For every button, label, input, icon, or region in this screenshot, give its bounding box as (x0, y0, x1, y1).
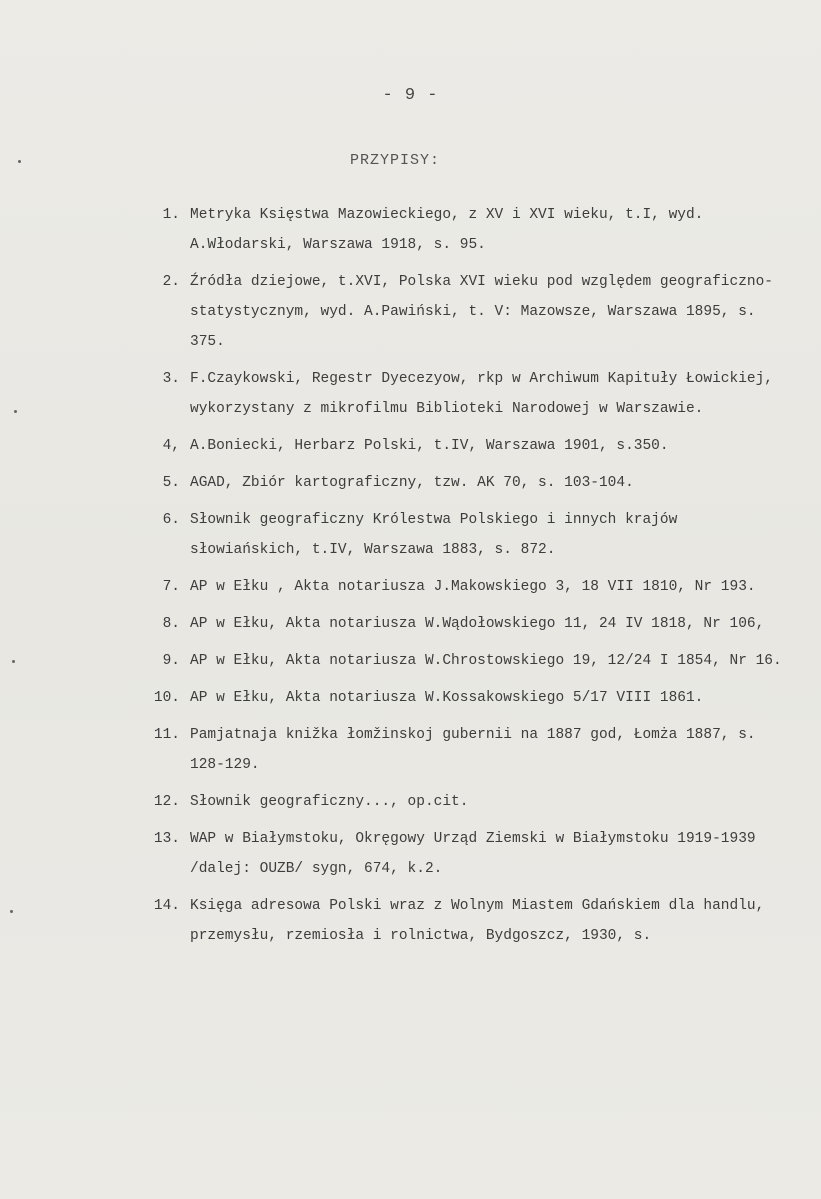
footnote-text: AP w Ełku, Akta notariusza W.Kossakowskiego 5/17 VIII 1861. (190, 690, 704, 706)
footnote-text: AGAD, Zbiór kartograficzny, tzw. AK 70, s. 103-104. (190, 475, 634, 491)
footnote-number: 11. (153, 727, 180, 743)
footnote-number: 4, (162, 438, 180, 454)
footnote-number: 1. (162, 207, 180, 223)
footnote-number: 12. (153, 794, 180, 810)
footnote-item (150, 431, 790, 461)
footnote-number: 3. (162, 371, 180, 387)
footnote-text: Metryka Księstwa Mazowieckiego, z XV i XVI wieku, t.I, wyd. A.Włodarski, Warszawa 1918, s. 95. (190, 207, 704, 253)
footnote-text: AP w Ełku, Akta notariusza W.Chrostowskiego 19, 12/24 I 1854, Nr 16. (190, 653, 782, 669)
footnote-number: 8. (162, 616, 180, 632)
footnote-item (150, 572, 790, 602)
margin-mark (10, 910, 13, 913)
footnote-text: Pamjatnaja knižka łomžinskoj gubernii na 1887 god, Łomża 1887, s. 128-129. (190, 727, 756, 773)
footnote-text: Słownik geograficzny..., op.cit. (190, 794, 469, 810)
footnote-text: F.Czaykowski, Regestr Dyecezyow, rkp w Archiwum Kapituły Łowickiej, wykorzystany z mikrofilmu Biblioteki Narodowej w Warszawie. (190, 371, 773, 417)
footnote-text: AP w Ełku, Akta notariusza W.Wądołowskiego 11, 24 IV 1818, Nr 106, (190, 616, 765, 632)
footnote-item (150, 824, 790, 884)
footnote-number: 10. (153, 690, 180, 706)
footnote-text: Słownik geograficzny Królestwa Polskiego i innych krajów słowiańskich, t.IV, Warszawa 1883, s. 872. (190, 512, 678, 558)
footnote-number: 6. (162, 512, 180, 528)
footnote-item (150, 891, 790, 951)
footnote-item (150, 200, 790, 260)
footnote-item (150, 683, 790, 713)
footnote-text: A.Boniecki, Herbarz Polski, t.IV, Warszawa 1901, s.350. (190, 438, 669, 454)
footnote-text: Księga adresowa Polski wraz z Wolnym Miastem Gdańskiem dla handlu, przemysłu, rzemiosła i rolnictwa, Bydgoszcz, 1930, s. (190, 898, 765, 944)
footnote-text: Źródła dziejowe, t.XVI, Polska XVI wieku pod względem geograficzno-statystycznym, wyd. A.Pawiński, t. V: Mazowsze, Warszawa 1895, s. 375. (190, 274, 773, 350)
footnote-number: 7. (162, 579, 180, 595)
footnote-item (150, 609, 790, 639)
page-number: - 9 - (382, 86, 439, 105)
footnote-number: 9. (162, 653, 180, 669)
footnote-item (150, 364, 790, 424)
footnote-number: 13. (153, 831, 180, 847)
margin-mark (14, 410, 17, 413)
section-title: PRZYPISY: (350, 152, 441, 169)
footnote-item (150, 646, 790, 676)
margin-mark (18, 160, 21, 163)
footnote-number: 14. (153, 898, 180, 914)
footnote-item (150, 505, 790, 565)
footnote-item (150, 720, 790, 780)
margin-mark (12, 660, 15, 663)
footnote-number: 2. (162, 274, 180, 290)
footnote-item (150, 468, 790, 498)
footnote-item (150, 267, 790, 357)
footnote-number: 5. (162, 475, 180, 491)
footnote-item (150, 787, 790, 817)
footnotes-list (150, 200, 790, 958)
footnote-text: AP w Ełku , Akta notariusza J.Makowskiego 3, 18 VII 1810, Nr 193. (190, 579, 756, 595)
footnote-text: WAP w Białymstoku, Okręgowy Urząd Ziemski w Białymstoku 1919-1939 /dalej: OUZB/ sygn, 674, k.2. (190, 831, 756, 877)
